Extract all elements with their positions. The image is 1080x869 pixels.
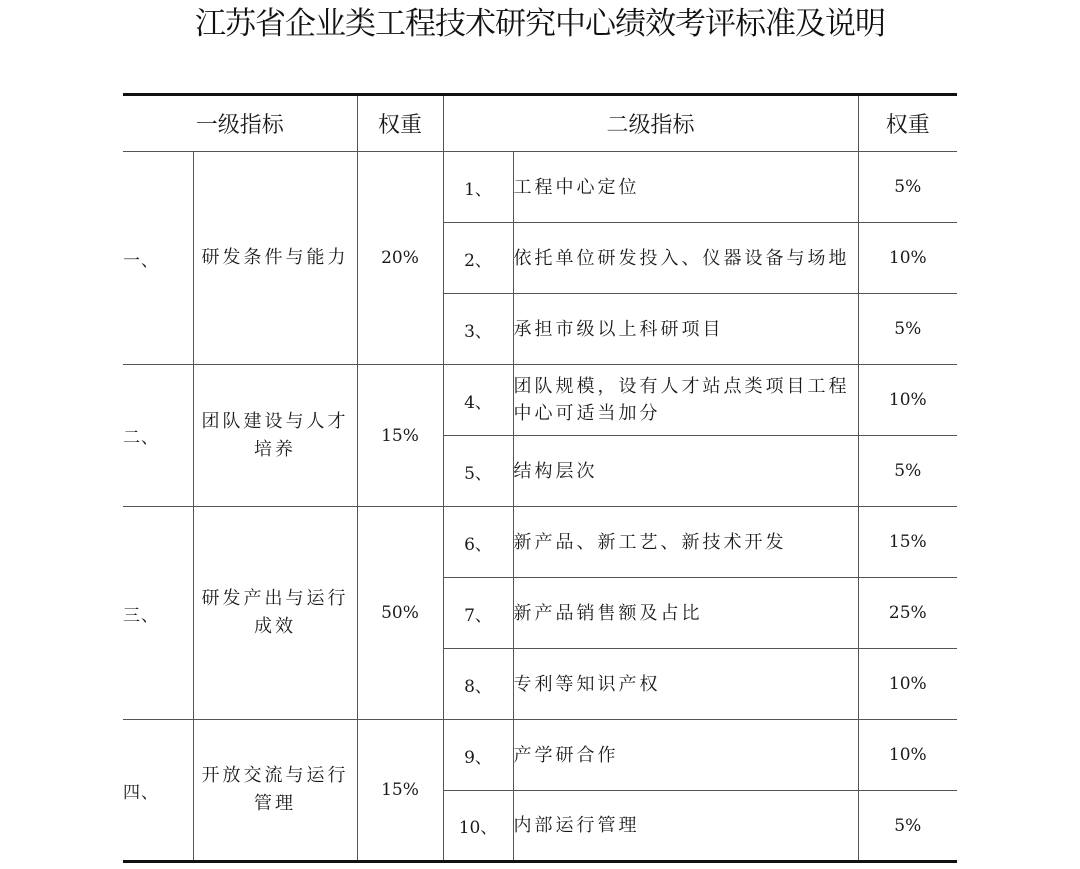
level1-name: 团队建设与人才培养 xyxy=(193,365,357,507)
level1-name: 研发条件与能力 xyxy=(193,152,357,365)
level1-number: 三、 xyxy=(123,507,193,720)
level1-weight: 20% xyxy=(357,152,443,365)
level2-number: 3、 xyxy=(443,294,513,365)
level2-name: 结构层次 xyxy=(513,436,858,507)
header-level1: 一级指标 xyxy=(123,95,357,152)
table-row xyxy=(123,720,957,791)
header-row xyxy=(123,95,957,152)
level1-number: 一、 xyxy=(123,152,193,365)
level2-weight: 10% xyxy=(858,720,957,791)
table-row xyxy=(123,152,957,223)
level2-weight: 10% xyxy=(858,649,957,720)
level2-name: 产学研合作 xyxy=(513,720,858,791)
level1-weight: 15% xyxy=(357,720,443,862)
level1-number: 四、 xyxy=(123,720,193,862)
document-title: 江苏省企业类工程技术研究中心绩效考评标准及说明 xyxy=(195,6,885,42)
level1-weight: 50% xyxy=(357,507,443,720)
level2-number: 9、 xyxy=(443,720,513,791)
level2-name: 依托单位研发投入、仪器设备与场地 xyxy=(513,223,858,294)
level2-name: 承担市级以上科研项目 xyxy=(513,294,858,365)
level2-weight: 10% xyxy=(858,223,957,294)
level2-weight: 25% xyxy=(858,578,957,649)
level2-number: 2、 xyxy=(443,223,513,294)
level2-name: 内部运行管理 xyxy=(513,791,858,862)
level2-number: 6、 xyxy=(443,507,513,578)
header-level2: 二级指标 xyxy=(443,95,858,152)
level1-name: 研发产出与运行成效 xyxy=(193,507,357,720)
level2-weight: 5% xyxy=(858,294,957,365)
level1-name: 开放交流与运行管理 xyxy=(193,720,357,862)
header-weight1: 权重 xyxy=(357,95,443,152)
level2-name: 团队规模，设有人才站点类项目工程中心可适当加分 xyxy=(513,365,858,436)
level2-weight: 15% xyxy=(858,507,957,578)
level2-weight: 10% xyxy=(858,365,957,436)
level2-number: 10、 xyxy=(443,791,513,862)
level2-name: 工程中心定位 xyxy=(513,152,858,223)
level2-name: 新产品、新工艺、新技术开发 xyxy=(513,507,858,578)
level2-number: 1、 xyxy=(443,152,513,223)
level2-name: 专利等知识产权 xyxy=(513,649,858,720)
level2-number: 4、 xyxy=(443,365,513,436)
table-row xyxy=(123,365,957,436)
level2-number: 8、 xyxy=(443,649,513,720)
header-weight2: 权重 xyxy=(858,95,957,152)
level2-weight: 5% xyxy=(858,152,957,223)
table-row xyxy=(123,507,957,578)
level2-weight: 5% xyxy=(858,791,957,862)
evaluation-table xyxy=(123,93,957,863)
level1-weight: 15% xyxy=(357,365,443,507)
level2-number: 7、 xyxy=(443,578,513,649)
level2-weight: 5% xyxy=(858,436,957,507)
level2-name: 新产品销售额及占比 xyxy=(513,578,858,649)
level1-number: 二、 xyxy=(123,365,193,507)
level2-number: 5、 xyxy=(443,436,513,507)
